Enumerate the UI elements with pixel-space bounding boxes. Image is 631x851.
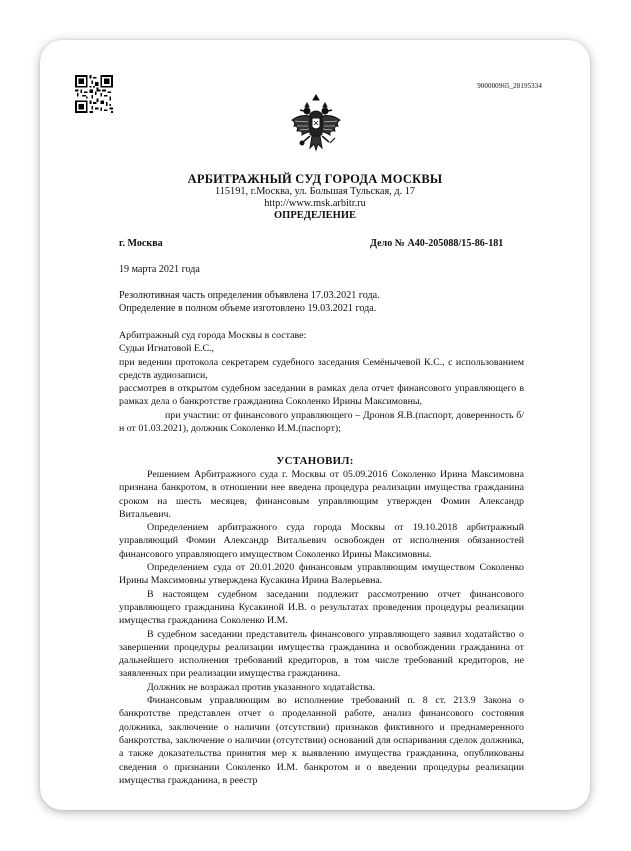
composition-line: рассмотрев в открытом судебном заседании в рамках дела отчет финансового управляющего в рамках дела о банкротстве гражданина Соколенко Ирины Максимовны,: [119, 383, 524, 408]
court-address: 115191, г.Москва, ул. Большая Тульская, д. 17: [214, 186, 416, 197]
paragraph: Должник не возражал против указанного ходатайства.: [147, 681, 375, 693]
paragraph: В настоящем судебном заседании подлежит рассмотрению отчет финансового управляющего гражданина Кусакиной И.В. о результатах проведения процедуры реализации имущества гражданина Соколенко И.М.: [119, 588, 524, 627]
coat-of-arms-icon: [288, 94, 344, 158]
case-number: Дело № А40-205088/15-86-181: [370, 238, 504, 249]
document-frame: [40, 40, 590, 810]
court-name: АРБИТРАЖНЫЙ СУД ГОРОДА МОСКВЫ: [187, 172, 443, 186]
paragraph: Финансовым управляющим во исполнение требований п. 8 ст. 213.9 Закона о банкротстве представлен отчет о проделанной работе, анализ финансового состояния должника, заключение о наличии (отсутствии) признаков фиктивного и преднамеренного банкротства, заключение о наличии (отсутствии) оснований для оспаривания сделок должника, а также доказательства принятия мер к выявлению имущества гражданина, опубликованы сведения о признании Соколенко И.М. банкротом и о введении процедуры реализации имущества гражданина, в реестр: [119, 695, 524, 786]
court-composition: [119, 329, 524, 435]
paragraph: Решением Арбитражного суда г. Москвы от 05.09.2016 Соколенко Ирина Максимовна признана банкротом, в отношении нее введена процедура реализации имущества гражданина сроком на шесть месяцев, финансовым управляющим утвержден Фомин Александр Витальевич.: [119, 469, 524, 520]
paragraph: Определением арбитражного суда города Москвы от 19.10.2018 арбитражный управляющий Фомин Александр Витальевич освобожден от исполнения обязанностей финансового управляющего имуществом Соколенко Ирины Максимовны.: [119, 522, 524, 560]
document-number: 900000965_28195334: [477, 82, 542, 90]
section-title: УСТАНОВИЛ:: [276, 455, 354, 467]
document-type: ОПРЕДЕЛЕНИЕ: [273, 210, 356, 221]
composition-line: при участии: от финансового управляющего – Дронов Я.В.(паспорт, доверенность б/н от 01.03.2021), должник Соколенко И.М.(паспорт);: [119, 409, 524, 435]
court-website: http://www.msk.arbitr.ru: [264, 198, 366, 209]
decision-date: 19 марта 2021 года: [119, 264, 200, 275]
composition-line: при ведении протокола секретарем судебного заседания Семёнычевой К.С., с использованием средств аудиозаписи,: [119, 356, 524, 381]
city: г. Москва: [119, 238, 163, 249]
document-page: [40, 40, 590, 810]
paragraph: В судебном заседании представитель финансового управляющего заявил ходатайство о завершении процедуры реализации имущества гражданина и освобождении гражданина от дальнейшего исполнения требований кредиторов, в том числе требований кредиторов, не заявленных при реализации имущества гражданина.: [119, 628, 524, 680]
qr-code-icon: [75, 75, 113, 113]
composition-line: Арбитражный суд города Москвы в составе:: [119, 330, 307, 341]
composition-line: Судьи Игнатовой Е.С.,: [119, 343, 214, 355]
findings-text: [119, 468, 524, 787]
announced-note: Резолютивная часть определения объявлена 17.03.2021 года.: [119, 290, 380, 301]
paragraph: Определением суда от 20.01.2020 финансовым управляющим имуществом Соколенко Ирины Максимовны утверждена Кусакина Ирина Валерьевна.: [119, 562, 524, 587]
full-made-note: Определение в полном объеме изготовлено 19.03.2021 года.: [119, 303, 377, 314]
